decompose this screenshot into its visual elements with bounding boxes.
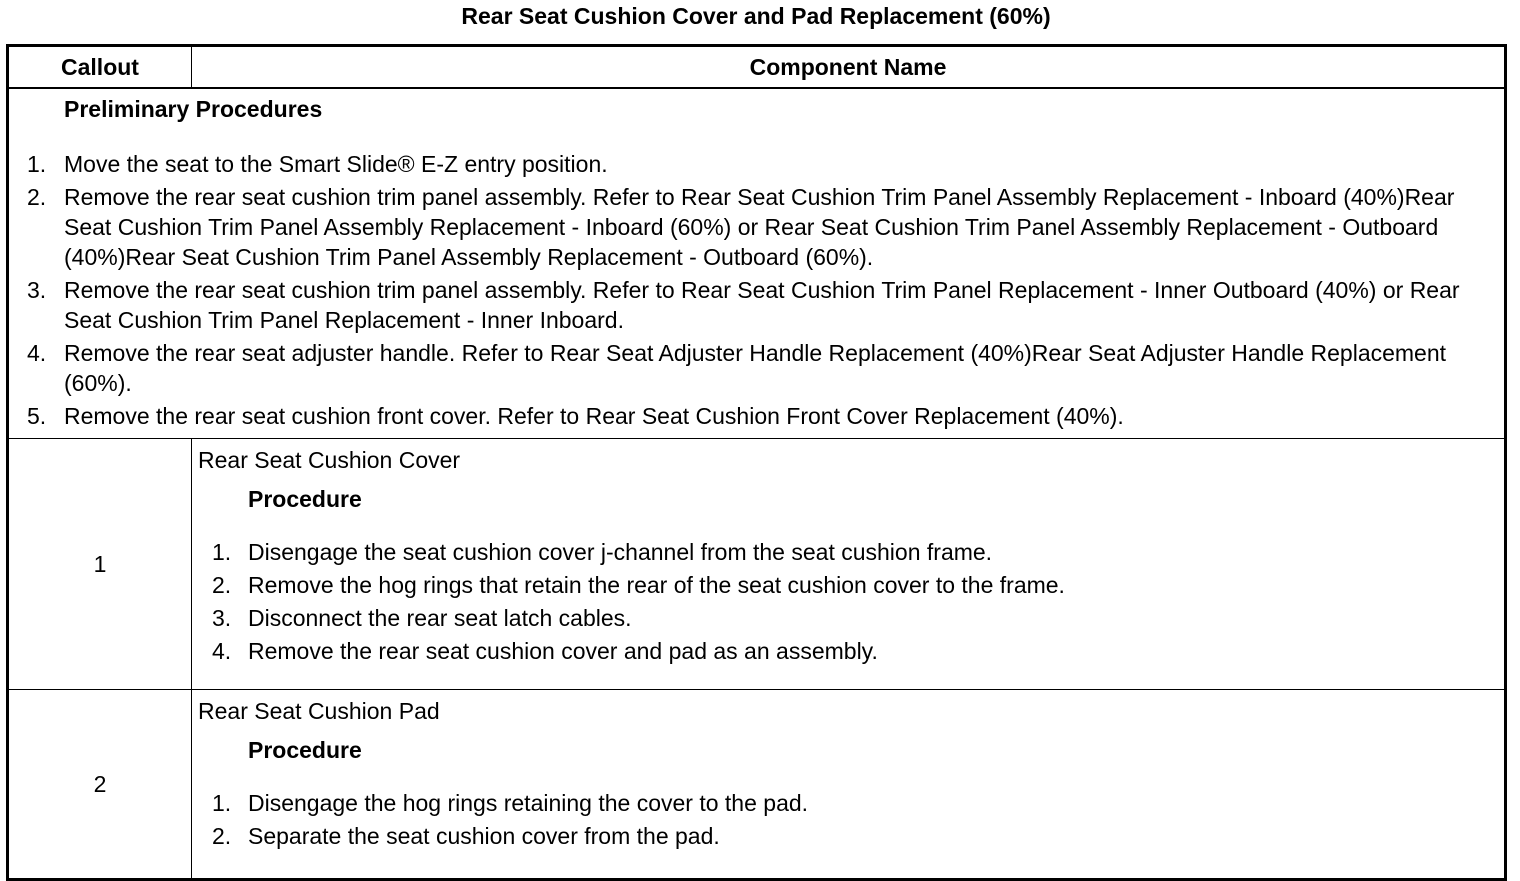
step-text: Remove the rear seat cushion cover and pad as an assembly. [248,638,878,664]
procedure-steps-list [198,537,1498,666]
preliminary-step [9,275,1504,335]
step-text: Disconnect the rear seat latch cables. [248,605,632,631]
step-text: Remove the rear seat cushion front cover. Refer to Rear Seat Cushion Front Cover Replacement (40%). [64,403,1124,429]
step-text: Remove the hog rings that retain the rear of the seat cushion cover to the frame. [248,572,1065,598]
step-number: 5. [27,403,47,429]
component-name-header: Component Name [192,46,1506,89]
component-name: Rear Seat Cushion Cover [198,447,461,473]
procedure-heading: Procedure [248,737,362,763]
preliminary-step [9,401,1504,431]
step-number: 1. [27,151,47,177]
step-number: 3. [27,277,47,303]
preliminary-step [9,338,1504,398]
callout-cell: 2 [8,690,192,880]
procedure-heading: Procedure [248,486,362,512]
preliminary-steps-list [9,149,1504,431]
procedure-step [198,603,1498,633]
table-row [8,439,1506,690]
preliminary-step [9,182,1504,272]
preliminary-cell [8,88,1506,439]
component-name: Rear Seat Cushion Pad [198,698,440,724]
preliminary-step [9,149,1504,179]
step-number: 2. [212,572,232,598]
table-header-row [8,46,1506,89]
procedure-step [198,636,1498,666]
callout-header: Callout [8,46,192,89]
step-text: Disengage the hog rings retaining the cover to the pad. [248,790,809,816]
step-number: 2. [27,184,47,210]
step-text: Separate the seat cushion cover from the pad. [248,823,720,849]
step-number: 2. [212,823,232,849]
step-number: 4. [27,340,47,366]
step-text: Move the seat to the Smart Slide® E-Z entry position. [64,151,608,177]
step-text: Remove the rear seat adjuster handle. Refer to Rear Seat Adjuster Handle Replacement (40%)Rear Seat Adjuster Handle Replacement (60%). [64,340,1447,396]
step-text: Disengage the seat cushion cover j-channel from the seat cushion frame. [248,539,993,565]
document-title: Rear Seat Cushion Cover and Pad Replacement (60%) [461,3,1051,29]
preliminary-row [8,88,1506,439]
procedure-step [198,788,1498,818]
procedure-steps-list [198,788,1498,851]
step-text: Remove the rear seat cushion trim panel assembly. Refer to Rear Seat Cushion Trim Panel Replacement - Inner Outboard (40%) or Rear Seat Cushion Trim Panel Replacement - Inner Inboard. [64,277,1460,333]
step-number: 1. [212,539,232,565]
component-cell [192,439,1506,690]
procedure-step [198,821,1498,851]
step-number: 1. [212,790,232,816]
step-number: 3. [212,605,232,631]
procedure-table [6,44,1507,881]
step-text: Remove the rear seat cushion trim panel assembly. Refer to Rear Seat Cushion Trim Panel Assembly Replacement - Inboard (40%)Rear Seat Cushion Trim Panel Assembly Replacement - Inboard (60%) or Rear Seat Cushion Trim Panel Assembly Replacement - Outboard (40%)Rear Seat Cushion Trim Panel Assembly Replacement - Outboard (60%). [64,184,1455,270]
component-cell [192,690,1506,880]
step-number: 4. [212,638,232,664]
table-row [8,690,1506,880]
procedure-step [198,570,1498,600]
callout-cell: 1 [8,439,192,690]
preliminary-heading: Preliminary Procedures [64,96,323,122]
procedure-step [198,537,1498,567]
